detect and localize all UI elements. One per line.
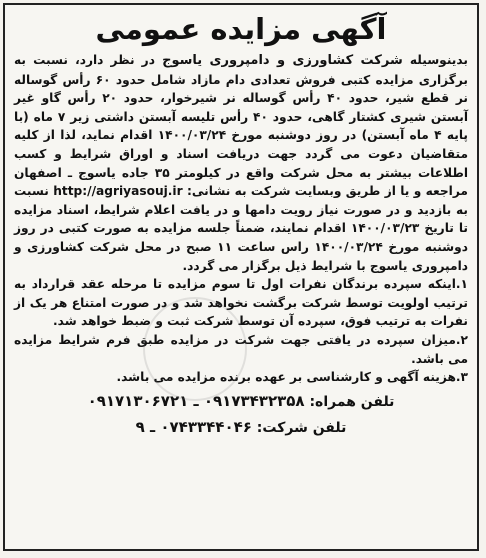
notice-body xyxy=(5,49,477,275)
intro-text-start: بدینوسیله xyxy=(402,53,468,67)
auction-notice xyxy=(3,3,479,551)
notice-title: آگهی مزایده عمومی xyxy=(95,12,387,46)
office-numbers[interactable]: ۰۷۴۳۳۴۴۰۴۶ ـ ۹ xyxy=(135,417,252,436)
condition-item: ۳.هزینه آگهی و کارشناسی بر عهده برنده مزایده می باشد. xyxy=(116,370,468,385)
notice-paragraph xyxy=(14,51,468,275)
office-phone-line xyxy=(5,415,477,441)
condition-item: ۲.میزان سپرده در یافتی جهت شرکت در مزایده طبق فرم شرایط مزایده می باشد. xyxy=(14,332,468,366)
mobile-label: تلفن همراه: xyxy=(304,393,395,410)
condition-item: ۱.اینکه سپرده برندگان نفرات اول تا سوم مزایده تا مرحله عقد قرارداد به ترتیب اولویت توسط شرکت برگشت نخواهد شد و در صورت امتناع هر یک از نفرات به ترتیب فوق، سپرده آن توسط شرکت ثبت و ضبط خواهد شد. xyxy=(14,277,468,329)
conditions-list xyxy=(5,275,477,387)
intro-text-end: نسبت به بازدید و در صورت نیاز رویت دامها و در یافت اعلام شرایط، اسناد مزایده تا تاریخ ۱۴۰۰/۰۳/۲۳ اقدام نمایند، ضمناً جلسه مزایده به صورت کتبی در روز دوشنبه مورخ ۱۴۰۰/۰۳/۲۴ راس ساعت ۱۱ صبح در محل شرکت کشاورزی و دامپروری یاسوج با شرایط ذیل برگزار می گردد. xyxy=(14,184,469,273)
contact-phones xyxy=(5,387,477,441)
intro-text-middle: در نظر دارد، نسبت به برگزاری مزایده کتبی فروش تعدادی دام مازاد شامل حدود ۶۰ رأس گوساله نر قطع شیر، حدود ۴۰ رأس گوساله نر شیرخوار، حدود ۲۰ رأس گاو غیر آبستن شیری کشتار گاهی، حدود ۴۰ رأس تلیسه آبستن داشتی زیر ۷ ماه (با پایه ۴ ماه آبستن) در روز دوشنبه مورخ ۱۴۰۰/۰۳/۲۴ اقدام نماید، لذا از کلیه متقاضیان دعوت می گردد جهت دریافت اسناد و اوراق شرایط و کسب اطلاعات بیشتر به محل شرکت واقع در کیلومتر ۳۵ جاده یاسوج ـ اصفهان مراجعه و یا از طریق وبسایت شرکت به نشانی: xyxy=(14,53,468,199)
office-label: تلفن شرکت: xyxy=(251,419,347,436)
mobile-phone-line xyxy=(5,389,477,415)
company-name: شرکت کشاورزی و دامپروری یاسوج xyxy=(162,53,403,68)
mobile-numbers[interactable]: ۰۹۱۷۳۴۳۲۳۵۸ ـ ۰۹۱۷۱۳۰۶۷۲۱ xyxy=(87,391,305,410)
website-link[interactable]: http://agriyasouj.ir xyxy=(53,184,183,199)
